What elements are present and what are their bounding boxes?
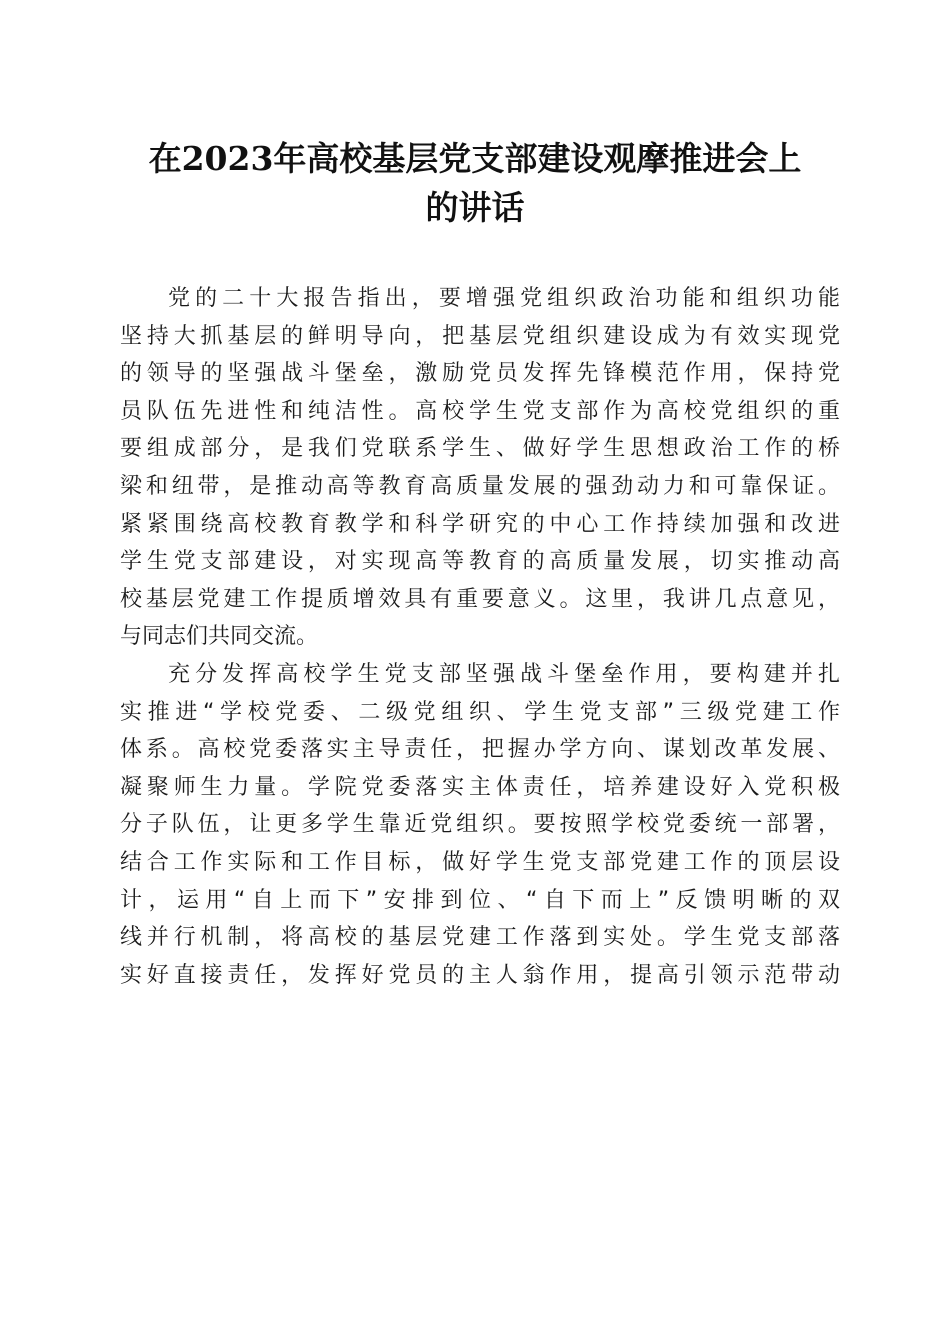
title-line: 在2023年高校基层党支部建设观摩推进会上 <box>148 139 802 178</box>
paragraph-line: 的领导的坚强战斗堡垒，激励党员发挥先锋模范作用，保持党 <box>120 361 840 387</box>
title-line: 的讲话 <box>425 188 525 227</box>
paragraph-line: 与同志们共同交流。 <box>120 624 319 650</box>
paragraph-line: 线并行机制，将高校的基层党建工作落到实处。学生党支部落 <box>120 925 840 951</box>
paragraph-line: 计，运用“自上而下”安排到位、“自下而上”反馈明晰的双 <box>120 887 840 913</box>
paragraph-line: 要组成部分，是我们党联系学生、做好学生思想政治工作的桥 <box>120 436 840 462</box>
paragraph-line: 实推进“学校党委、二级党组织、学生党支部”三级党建工作 <box>120 699 840 725</box>
paragraph <box>120 656 840 994</box>
paragraph-line: 凝聚师生力量。学院党委落实主体责任，培养建设好入党积极 <box>120 774 840 800</box>
paragraph-line: 员队伍先进性和纯洁性。高校学生党支部作为高校党组织的重 <box>120 398 840 424</box>
paragraph-line: 充分发挥高校学生党支部坚强战斗堡垒作用，要构建并扎 <box>168 661 840 687</box>
paragraph <box>120 280 840 656</box>
paragraph-line: 分子队伍，让更多学生靠近党组织。要按照学校党委统一部署， <box>120 812 840 838</box>
paragraph-line: 紧紧围绕高校教育教学和科学研究的中心工作持续加强和改进 <box>120 511 840 537</box>
paragraph-line: 实好直接责任，发挥好党员的主人翁作用，提高引领示范带动 <box>120 962 840 988</box>
paragraph-line: 坚持大抓基层的鲜明导向，把基层党组织建设成为有效实现党 <box>120 323 840 349</box>
paragraph-line: 党的二十大报告指出，要增强党组织政治功能和组织功能 <box>168 286 840 311</box>
paragraph-line: 学生党支部建设，对实现高等教育的高质量发展，切实推动高 <box>120 549 840 575</box>
paragraph-line: 梁和纽带，是推动高等教育高质量发展的强劲动力和可靠保证。 <box>120 473 840 499</box>
document-title <box>0 134 950 232</box>
paragraph-line: 结合工作实际和工作目标，做好学生党支部党建工作的顶层设 <box>120 849 840 875</box>
document-body <box>120 280 840 994</box>
paragraph-line: 校基层党建工作提质增效具有重要意义。这里，我讲几点意见， <box>120 586 840 612</box>
paragraph-line: 体系。高校党委落实主导责任，把握办学方向、谋划改革发展、 <box>120 737 840 763</box>
